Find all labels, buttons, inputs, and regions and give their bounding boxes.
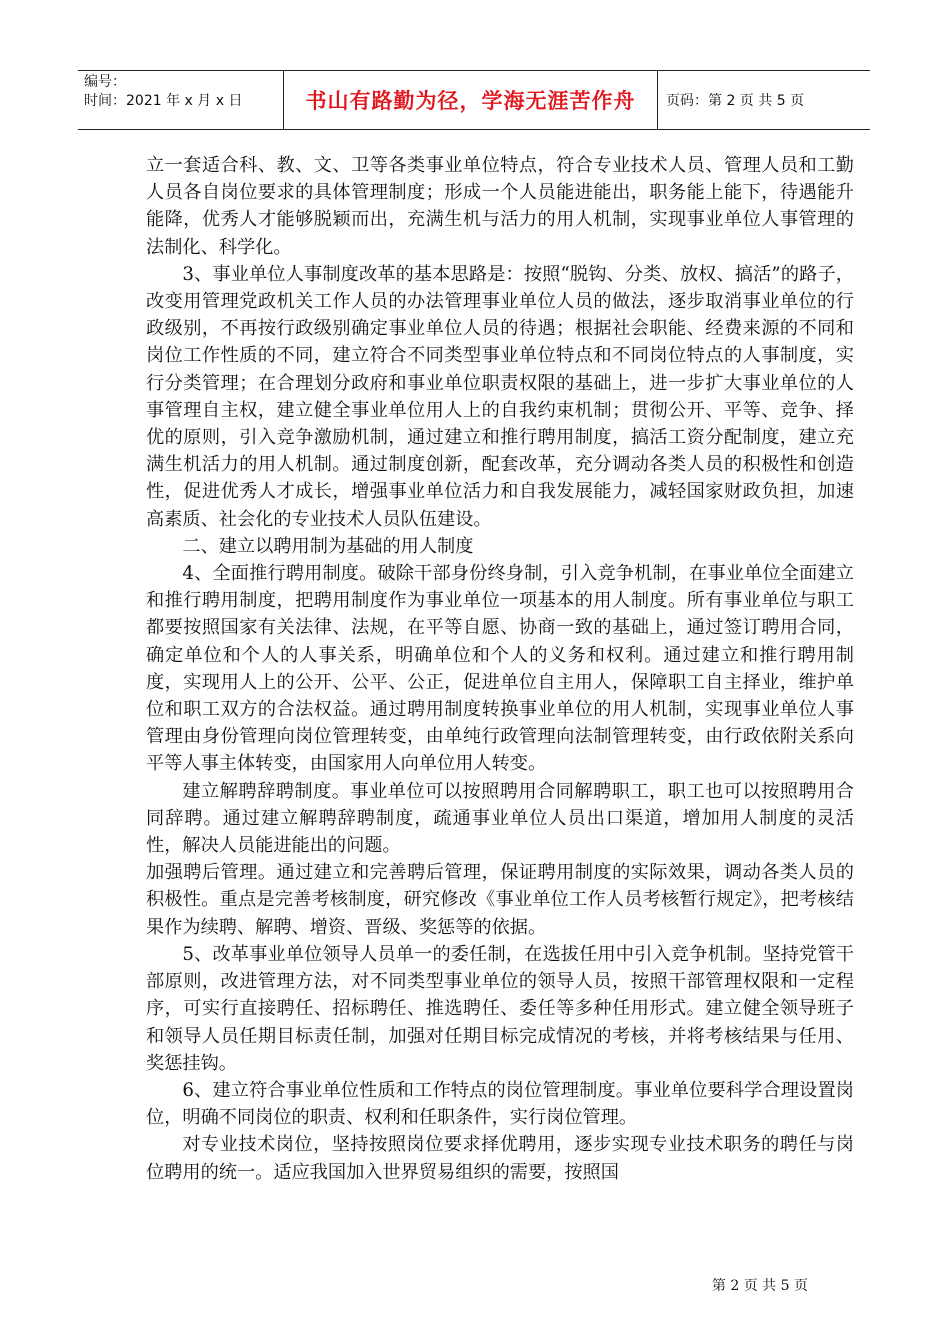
- paragraph: 6、建立符合事业单位性质和工作特点的岗位管理制度。事业单位要科学合理设置岗位，明确不同岗位的职责、权利和任职条件，实行岗位管理。: [146, 1079, 854, 1129]
- paragraph: 立一套适合科、教、文、卫等各类事业单位特点，符合专业技术人员、管理人员和工勤人员各自岗位要求的具体管理制度；形成一个人员能进能出，职务能上能下，待遇能升能降，优秀人才能够脱颖而出，充满生机与活力的用人机制，实现事业单位人事管理的法制化、科学化。: [146, 155, 854, 258]
- paragraph: 加强聘后管理。通过建立和完善聘后管理，保证聘用制度的实际效果，调动各类人员的积极性。重点是完善考核制度，研究修改《事业单位工作人员考核暂行规定》，把考核结果作为续聘、解聘、增资、晋级、奖惩等的依据。: [146, 862, 854, 938]
- document-number-label: 编号：: [84, 74, 126, 90]
- header-motto: 书山有路勤为径，学海无涯苦作舟: [284, 71, 658, 129]
- page-footer-number: 第 2 页 共 5 页: [711, 1278, 808, 1294]
- document-body: [146, 152, 854, 1186]
- section-heading: 二、建立以聘用制为基础的用人制度: [182, 535, 474, 557]
- paragraph: 3、事业单位人事制度改革的基本思路是：按照“脱钩、分类、放权、搞活”的路子，改变用管理党政机关工作人员的办法管理事业单位人员的做法，逐步取消事业单位的行政级别，不再按行政级别确定事业单位人员的待遇；根据社会职能、经费来源的不同和岗位工作性质的不同，建立符合不同类型事业单位特点和不同岗位特点的人事制度，实行分类管理；在合理划分政府和事业单位职责权限的基础上，进一步扩大事业单位的人事管理自主权，建立健全事业单位用人上的自我约束机制；贯彻公开、平等、竞争、择优的原则，引入竞争激励机制，通过建立和推行聘用制度，搞活工资分配制度，建立充满生机活力的用人机制。通过制度创新，配套改革，充分调动各类人员的积极性和创造性，促进优秀人才成长，增强事业单位活力和自我发展能力，减轻国家财政负担，加速高素质、社会化的专业技术人员队伍建设。: [146, 263, 854, 530]
- paragraph: 建立解聘辞聘制度。事业单位可以按照聘用合同解聘职工，职工也可以按照聘用合同辞聘。通过建立解聘辞聘制度，疏通事业单位人员出口渠道，增加用人制度的灵活性，解决人员能进能出的问题。: [146, 780, 854, 857]
- paragraph: 对专业技术岗位，坚持按照岗位要求择优聘用，逐步实现专业技术职务的聘任与岗位聘用的统一。适应我国加入世界贸易组织的需要，按照国: [146, 1134, 854, 1183]
- header-page-number: 页码：第 2 页 共 5 页: [666, 93, 805, 109]
- page-header: [78, 70, 870, 130]
- document-time-label: 时间：2021 年 x 月 x 日: [84, 93, 243, 109]
- paragraph: 5、改革事业单位领导人员单一的委任制，在选拔任用中引入竞争机制。坚持党管干部原则，改进管理方法，对不同类型事业单位的领导人员，按照干部管理权限和一定程序，可实行直接聘任、招标聘任、推选聘任、委任等多种任用形式。建立健全领导班子和领导人员任期目标责任制，加强对任期目标完成情况的考核，并将考核结果与任用、奖惩挂钩。: [146, 943, 854, 1074]
- paragraph: 4、全面推行聘用制度。破除干部身份终身制，引入竞争机制，在事业单位全面建立和推行聘用制度，把聘用制度作为事业单位一项基本的用人制度。所有事业单位与职工都要按照国家有关法律、法规，在平等自愿、协商一致的基础上，通过签订聘用合同，确定单位和个人的人事关系，明确单位和个人的义务和权利。通过建立和推行聘用制度，实现用人上的公开、公平、公正，促进单位自主用人，保障职工自主择业，维护单位和职工双方的合法权益。通过聘用制度转换事业单位的用人机制，实现事业单位人事管理由身份管理向岗位管理转变，由单纯行政管理向法制管理转变，由行政依附关系向平等人事主体转变，由国家用人向单位用人转变。: [146, 563, 854, 775]
- header-meta: [78, 71, 284, 129]
